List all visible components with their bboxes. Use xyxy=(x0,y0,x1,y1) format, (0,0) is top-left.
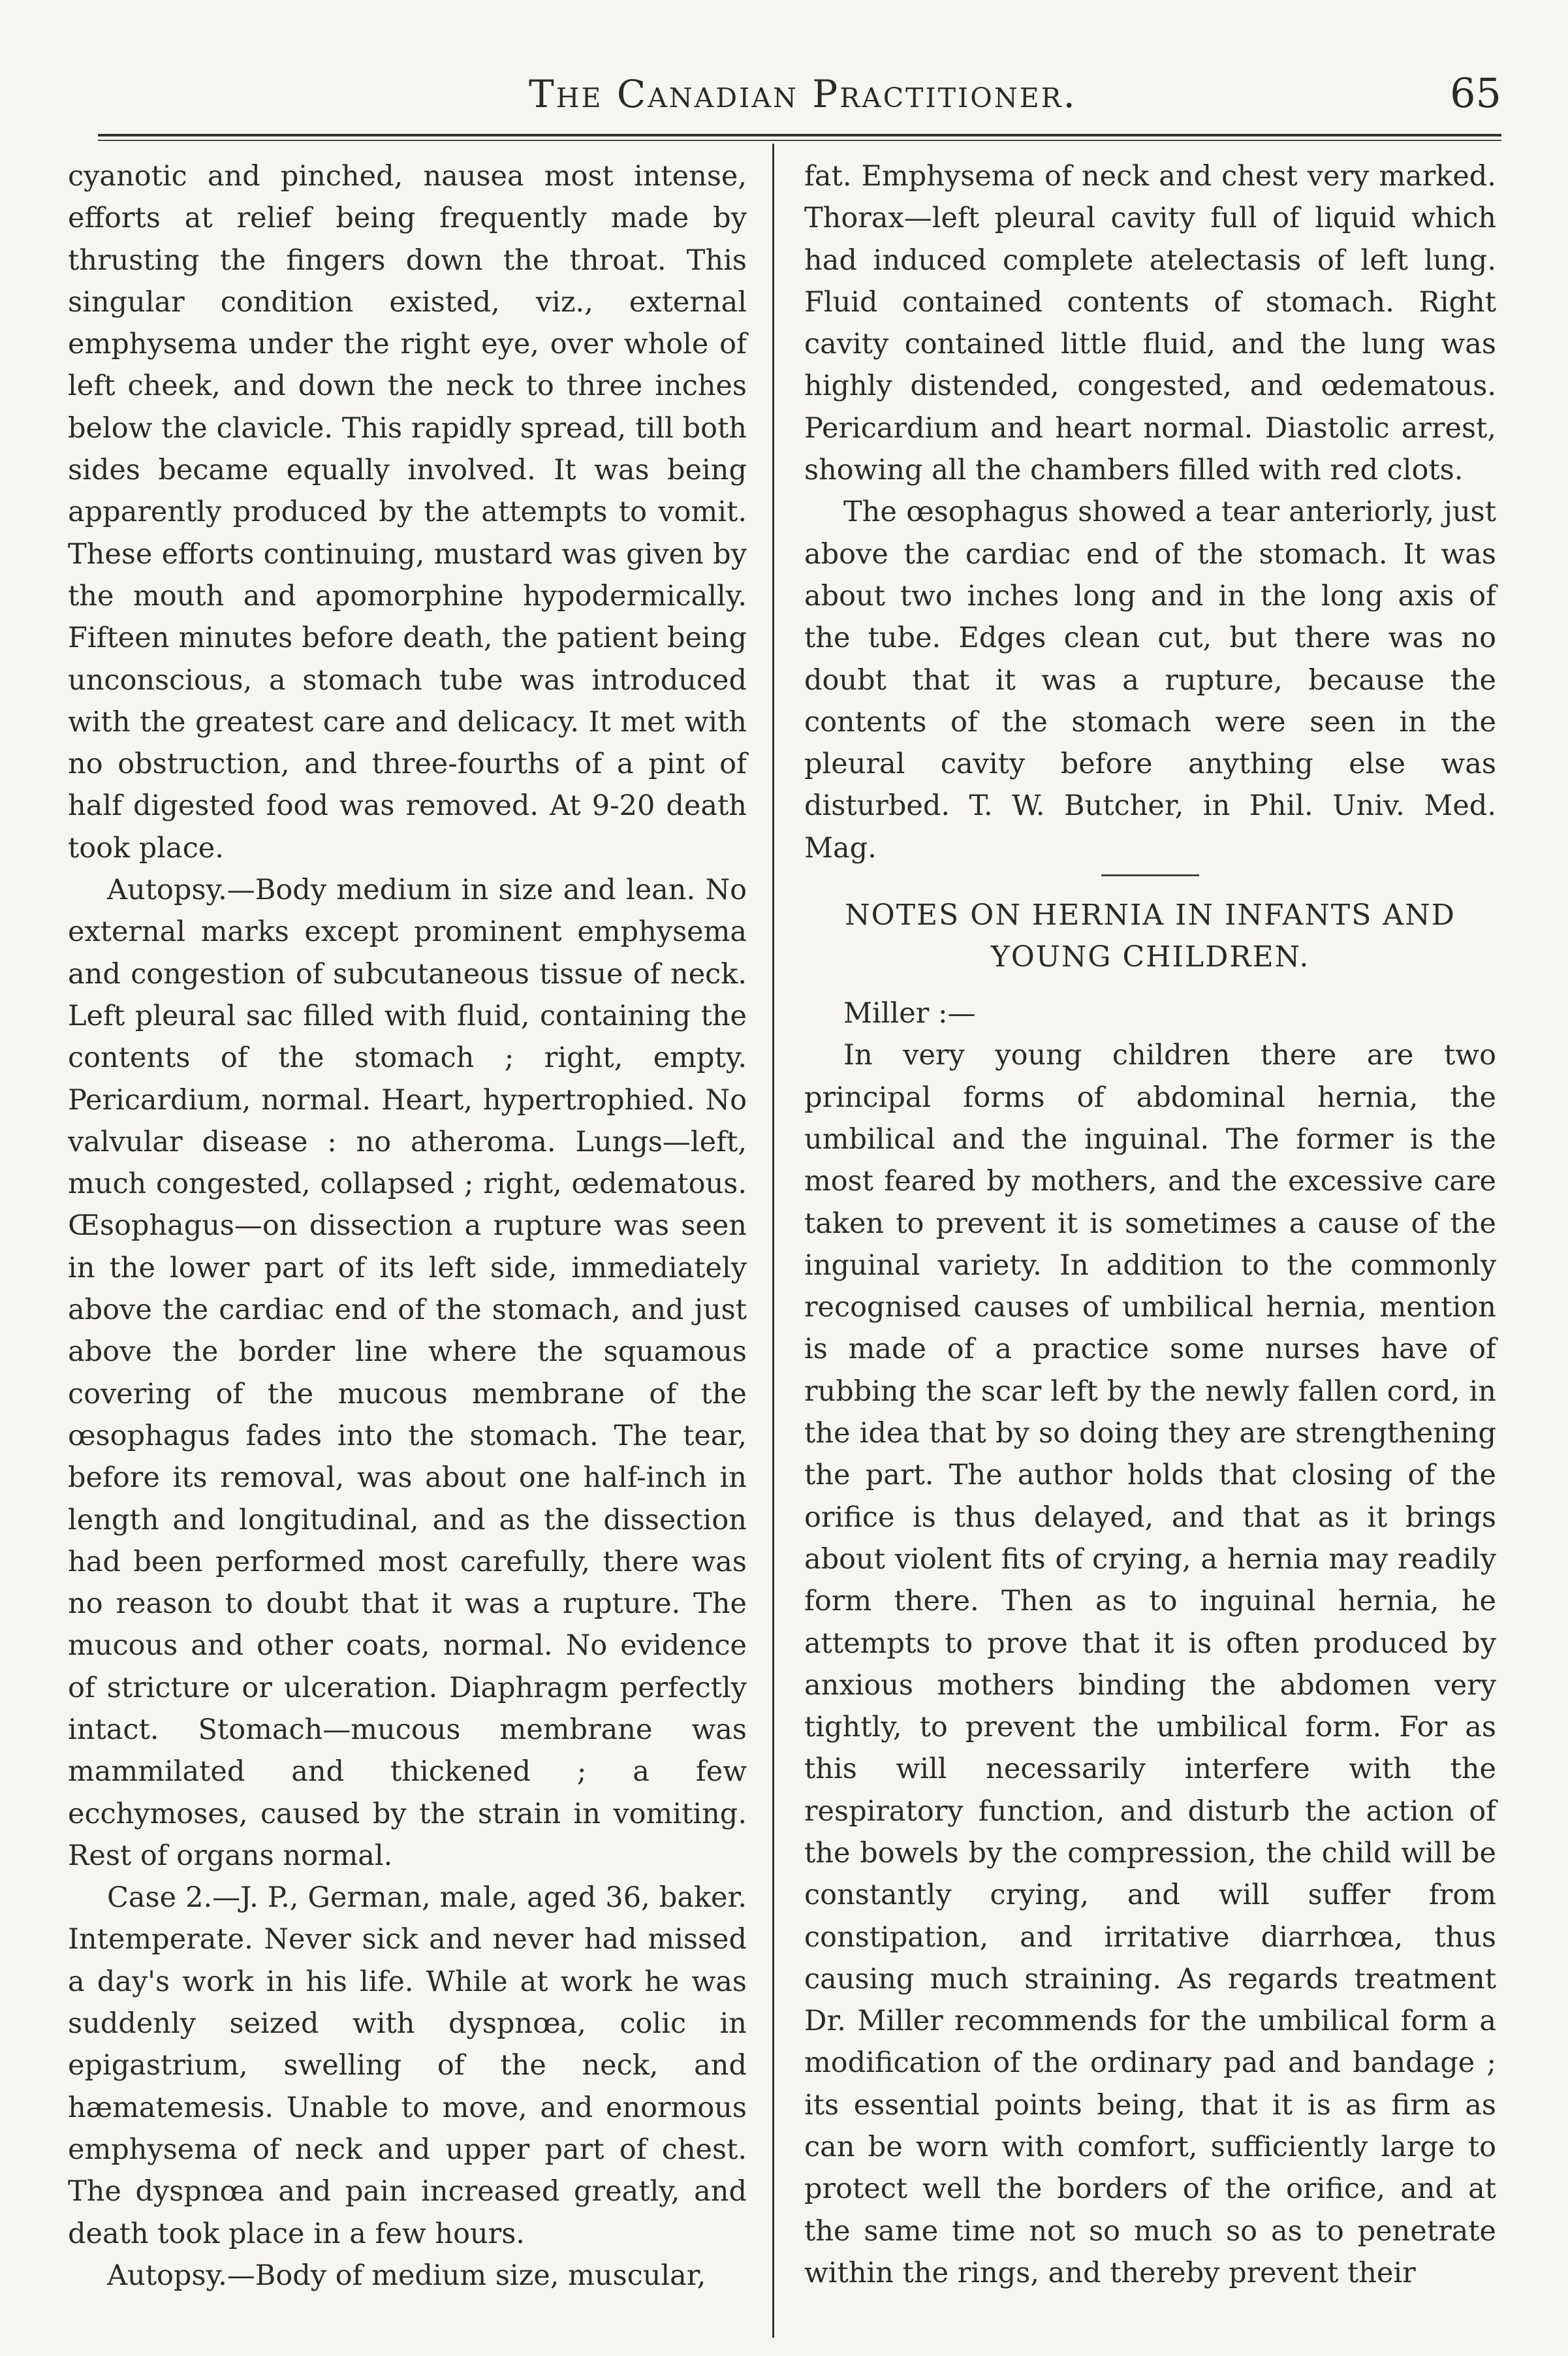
header-rule xyxy=(98,134,1501,136)
right-column xyxy=(804,155,1496,2294)
column-divider xyxy=(772,144,774,2338)
left-paragraph-case-2: Case 2.—J. P., German, male, aged 36, baker. Intemperate. Never sick and never had missed a day's work in his life. While at work he was suddenly seized with dyspnœa, colic in epigastrium, swelling of the neck, and hæmatemesis. Unable to move, and enormous emphysema of neck and upper part of chest. The dyspnœa and pain increased greatly, and death took place in a few hours. xyxy=(68,1881,747,2250)
right-paragraph-1: fat. Emphysema of neck and chest very marked. Thorax—left pleural cavity full of liquid which had induced complete atelectasis of left lung. Fluid contained contents of stomach. Right cavity contained little fluid, and the lung was highly distended, congested, and œdematous. Pericardium and heart normal. Diastolic arrest, showing all the chambers filled with red clots. xyxy=(804,160,1496,487)
author-line: Miller :— xyxy=(843,997,976,1030)
page-header xyxy=(104,52,1501,131)
section-heading: NOTES ON HERNIA IN INFANTS AND YOUNG CHILDREN. xyxy=(845,899,1456,974)
section-rule xyxy=(1101,874,1199,876)
left-paragraph-1: cyanotic and pinched, nausea most intense, efforts at relief being frequently made by thrusting the fingers down the throat. This singular condition existed, viz., external emphysema under the right eye, over whole of left cheek, and down the neck to three inches below the clavicle. This rapidly spread, till both sides became equally involved. It was being apparently produced by the attempts to vomit. These efforts continuing, mustard was given by the mouth and apomorphine hypodermically. Fifteen minutes before death, the patient being unconscious, a stomach tube was introduced with the greatest care and delicacy. It met with no obstruction, and three-fourths of a pint of half digested food was removed. At 9-20 death took place. xyxy=(68,160,747,865)
header-rule-thin xyxy=(98,140,1501,141)
left-paragraph-autopsy-1: Autopsy.—Body medium in size and lean. No external marks except prominent emphysema and congestion of subcutaneous tissue of neck. Left pleural sac filled with fluid, containing the contents of the stomach ; right, empty. Pericardium, normal. Heart, hypertrophied. No valvular disease : no atheroma. Lungs—left, much congested, collapsed ; right, œdematous. Œsophagus—on dissection a rupture was seen in the lower part of its left side, immediately above the cardiac end of the stomach, and just above the border line where the squamous covering of the mucous membrane of the œsophagus fades into the stomach. The tear, before its removal, was about one half-inch in length and longitudinal, and as the dissection had been performed most carefully, there was no reason to doubt that it was a rupture. The mucous and other coats, normal. No evidence of stricture or ulceration. Diaphragm perfectly intact. Stomach—mucous membrane was mammilated and thickened ; a few ecchymoses, caused by the strain in vomiting. Rest of organs normal. xyxy=(68,874,747,1872)
left-column xyxy=(68,155,747,2297)
right-paragraph-2: The œsophagus showed a tear anteriorly, just above the cardiac end of the stomach. It was about two inches long and in the long axis of the tube. Edges clean cut, but there was no doubt that it was a rupture, because the contents of the stomach were seen in the pleural cavity before anything else was disturbed. T. W. Butcher, in Phil. Univ. Med. Mag. xyxy=(804,496,1496,865)
page-number: 65 xyxy=(1450,69,1501,117)
right-paragraph-3: In very young children there are two principal forms of abdominal hernia, the umbilical and the inguinal. The former is the most feared by mothers, and the excessive care taken to prevent it is sometimes a cause of the inguinal variety. In addition to the commonly recognised causes of umbilical hernia, mention is made of a practice some nurses have of rubbing the scar left by the newly fallen cord, in the idea that by so doing they are strengthening the part. The author holds that closing of the orifice is thus delayed, and that as it brings about violent fits of crying, a hernia may readily form there. Then as to inguinal hernia, he attempts to prove that it is often produced by anxious mothers binding the abdomen very tightly, to prevent the umbilical form. For as this will necessarily interfere with the respiratory function, and disturb the action of the bowels by the compression, the child will be constantly crying, and will suffer from constipation, and irritative diarrhœa, thus causing much straining. As regards treatment Dr. Miller recommends for the umbilical form a modification of the ordinary pad and bandage ; its essential points being, that it is as firm as can be worn with comfort, sufficiently large to protect well the borders of the orifice, and at the same time not so much so as to penetrate within the rings, and thereby prevent their xyxy=(804,1039,1496,2289)
left-paragraph-autopsy-2: Autopsy.—Body of medium size, muscular, xyxy=(107,2259,706,2292)
running-title: The Canadian Practitioner. xyxy=(529,72,1077,116)
